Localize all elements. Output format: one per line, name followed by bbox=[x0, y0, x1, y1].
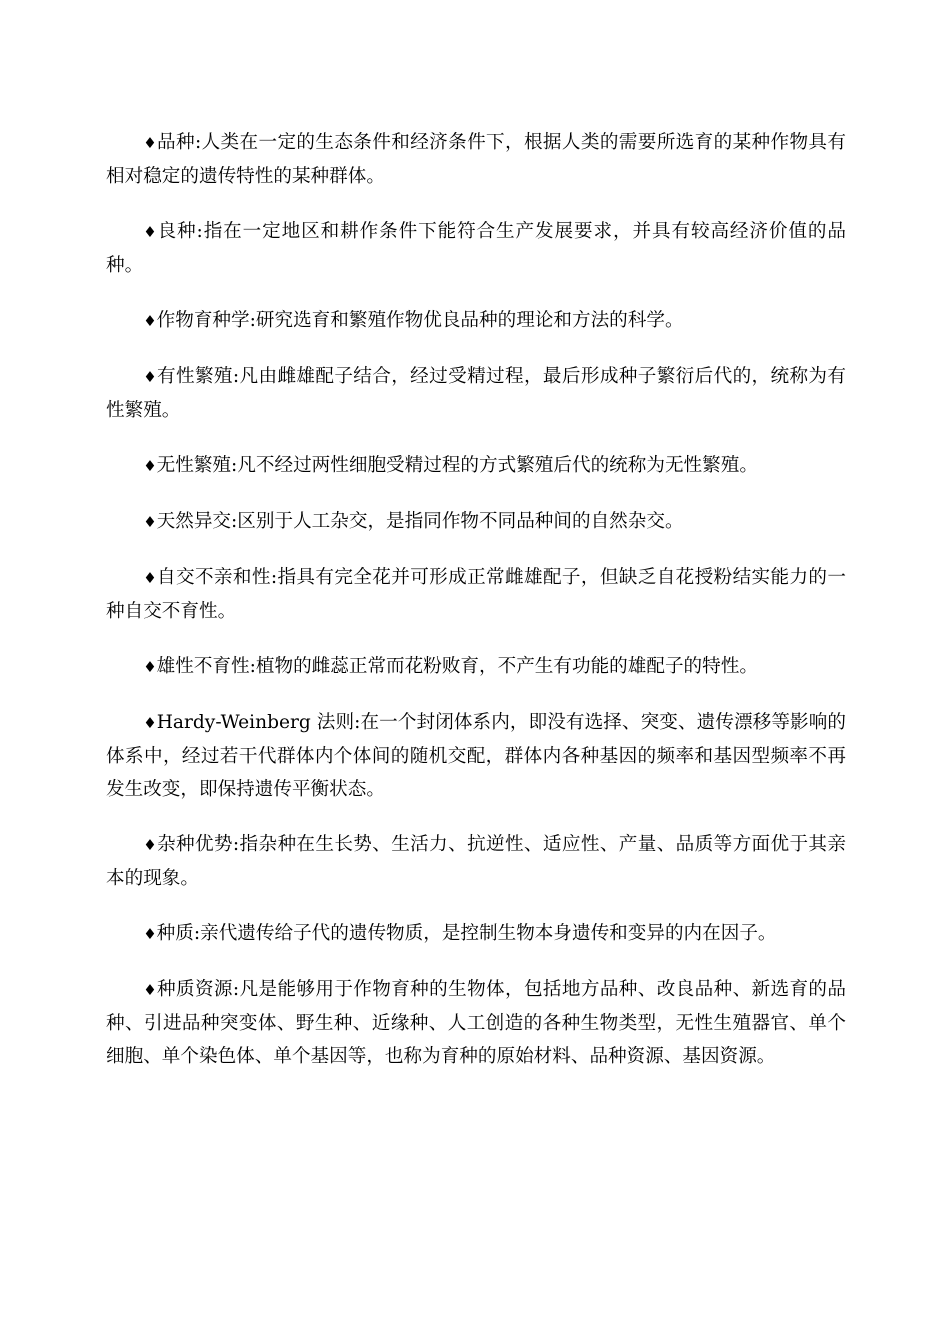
definition: 人类在一定的生态条件和经济条件下，根据人类的需要所选育的某种作物具有相对稳定的遗传特性的某种群体。 bbox=[106, 132, 846, 187]
term: 无性繁殖 bbox=[156, 455, 232, 476]
term-separator: : bbox=[231, 511, 238, 532]
glossary-entry-crop-breeding bbox=[106, 304, 846, 338]
glossary-entry-pinzhong bbox=[106, 126, 846, 193]
definition: 在一个封闭体系内，即没有选择、突变、遗传漂移等影响的体系中，经过若干代群体内个体间的随机交配，群体内各种基因的频率和基因型频率不再发生改变，即保持遗传平衡状态。 bbox=[106, 712, 846, 800]
definition: 指具有完全花并可形成正常雌雄配子，但缺乏自花授粉结实能力的一种自交不育性。 bbox=[106, 567, 846, 622]
diamond-bullet-icon: ♦ bbox=[143, 223, 158, 241]
definition: 指杂种在生长势、生活力、抗逆性、适应性、产量、品质等方面优于其亲本的现象。 bbox=[106, 834, 846, 889]
diamond-bullet-icon: ♦ bbox=[143, 457, 157, 475]
term: 杂种优势 bbox=[157, 834, 233, 855]
term: 作物育种学 bbox=[156, 310, 250, 331]
definition: 研究选育和繁殖作物优良品种的理论和方法的科学。 bbox=[255, 310, 684, 331]
term-separator: : bbox=[194, 132, 202, 153]
glossary-entry-asexual-reproduction bbox=[106, 449, 846, 483]
definition: 区别于人工杂交，是指同作物不同品种间的自然杂交。 bbox=[237, 511, 684, 532]
definition: 植物的雌蕊正常而花粉败育，不产生有功能的雄配子的特性。 bbox=[255, 656, 758, 677]
term: 自交不亲和性 bbox=[157, 567, 271, 588]
diamond-bullet-icon: ♦ bbox=[143, 836, 158, 854]
glossary-entry-germplasm bbox=[106, 917, 846, 951]
diamond-bullet-icon: ♦ bbox=[143, 925, 157, 943]
term-separator: : bbox=[193, 923, 201, 944]
term-separator: : bbox=[196, 221, 203, 242]
definition: 亲代遗传给子代的遗传物质，是控制生物本身遗传和变异的内在因子。 bbox=[200, 923, 777, 944]
definition: 指在一定地区和耕作条件下能符合生产发展要求，并具有较高经济价值的品种。 bbox=[106, 221, 846, 276]
definition: 凡不经过两性细胞受精过程的方式繁殖后代的统称为无性繁殖。 bbox=[237, 455, 758, 476]
term: 种质 bbox=[156, 923, 194, 944]
diamond-bullet-icon: ♦ bbox=[143, 368, 158, 386]
term-separator: : bbox=[231, 455, 238, 476]
term-separator: : bbox=[232, 834, 240, 855]
term-separator: : bbox=[354, 712, 361, 733]
glossary-entry-sexual-reproduction bbox=[106, 360, 846, 427]
term: 雄性不育性 bbox=[156, 656, 250, 677]
diamond-bullet-icon: ♦ bbox=[143, 312, 157, 330]
diamond-bullet-icon: ♦ bbox=[143, 134, 158, 152]
term: 有性繁殖 bbox=[157, 366, 233, 387]
term: 良种 bbox=[157, 221, 197, 242]
glossary-entry-self-incompatibility bbox=[106, 561, 846, 628]
glossary-entry-hardy-weinberg bbox=[106, 706, 846, 806]
term: 品种 bbox=[157, 132, 195, 153]
glossary-entry-liangzhong bbox=[106, 215, 846, 282]
term: 天然异交 bbox=[156, 511, 232, 532]
term-separator: : bbox=[232, 366, 240, 387]
term-separator: : bbox=[232, 979, 240, 1000]
diamond-bullet-icon: ♦ bbox=[143, 513, 157, 531]
definition: 凡是能够用于作物育种的生物体，包括地方品种、改良品种、新选育的品种、引进品种突变体、野生种、近缘种、人工创造的各种生物类型，无性生殖器官、单个细胞、单个染色体、单个基因等，也称为育种的原始材料、品种资源、基因资源。 bbox=[106, 979, 846, 1067]
glossary-entry-heterosis bbox=[106, 828, 846, 895]
glossary-entry-natural-outcrossing bbox=[106, 505, 846, 539]
term-separator: : bbox=[249, 656, 256, 677]
term: 种质资源 bbox=[157, 979, 233, 1000]
diamond-bullet-icon: ♦ bbox=[143, 658, 157, 676]
diamond-bullet-icon: ♦ bbox=[143, 569, 158, 587]
glossary-entry-male-sterility bbox=[106, 650, 846, 684]
term-separator: : bbox=[249, 310, 256, 331]
diamond-bullet-icon: ♦ bbox=[143, 981, 158, 999]
diamond-bullet-icon: ♦ bbox=[143, 714, 157, 732]
glossary-entry-germplasm-resources bbox=[106, 973, 846, 1073]
document-body bbox=[106, 126, 846, 1095]
definition: 凡由雌雄配子结合，经过受精过程，最后形成种子繁衍后代的，统称为有性繁殖。 bbox=[106, 366, 846, 421]
term-separator: : bbox=[270, 567, 278, 588]
term: Hardy-Weinberg 法则 bbox=[156, 712, 355, 733]
